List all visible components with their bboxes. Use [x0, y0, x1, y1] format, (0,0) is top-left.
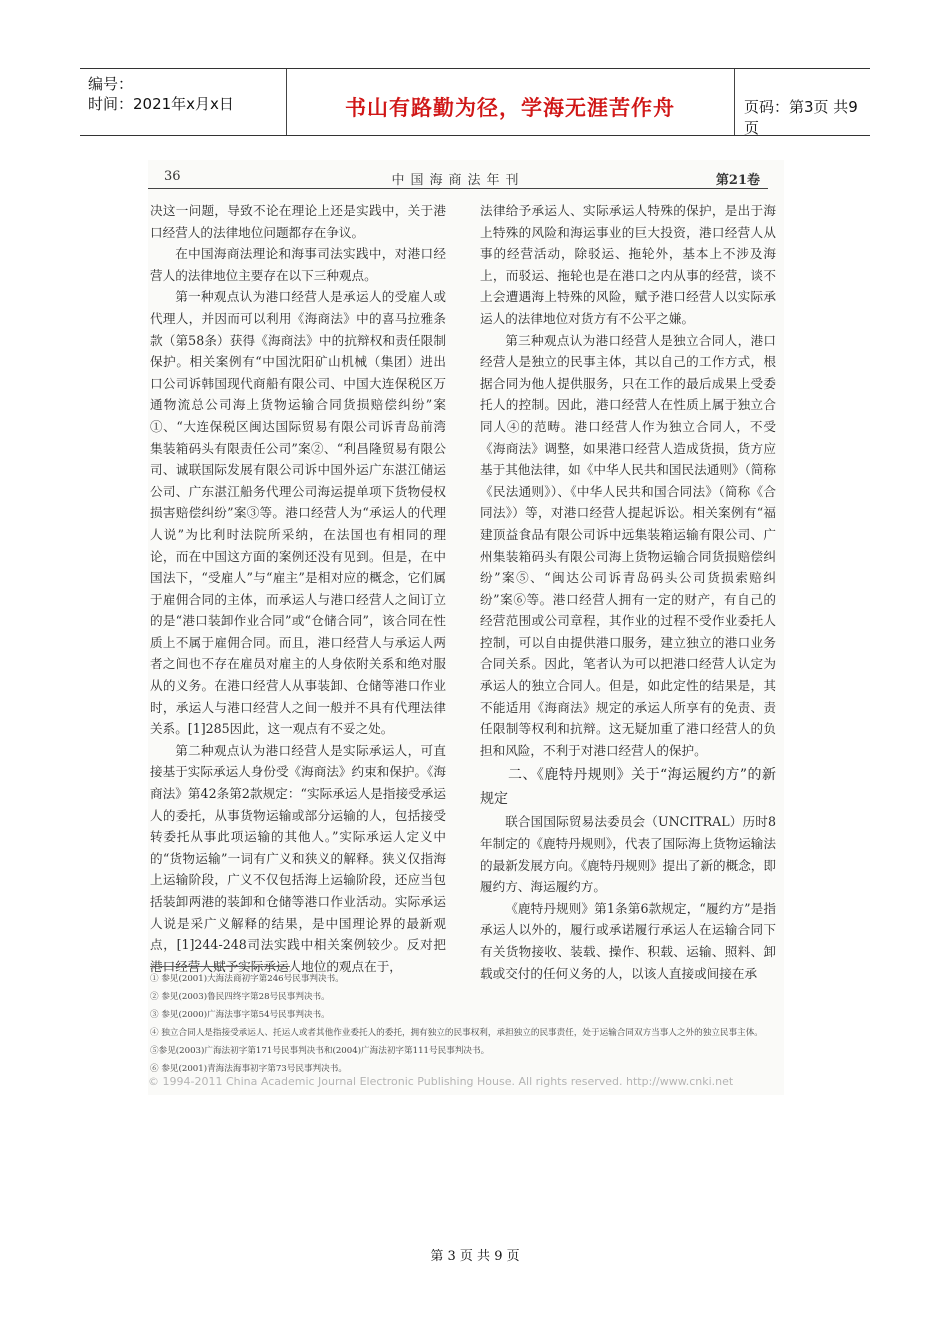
journal-volume: 第21卷 [715, 173, 760, 188]
paragraph: 《鹿特丹规则》第1条第6款规定，“履约方”是指承运人以外的，履行或承诺履行承运人在运输合同下有关货物接收、装载、操作、积载、运输、照料、卸载或交付的任何义务的人，以该人直接或间接在承 [480, 900, 776, 981]
number-label: 编号： [88, 75, 134, 93]
paragraph: 联合国国际贸易法委员会（UNCITRAL）历时8年制定的《鹿特丹规则》，代表了国际海上货物运输法的最新发展方向。《鹿特丹规则》提出了新的概念，即履约方、海运履约方。 [480, 814, 776, 895]
scanned-page [148, 160, 784, 1095]
journal-title: 中国海商法年刊 [391, 173, 525, 188]
right-column [480, 200, 776, 984]
header-motto-cell [286, 69, 735, 135]
footnote: ⑤参见(2003)广海法初字第171号民事判决书和(2004)广海法初字第111号民事判决书。 [150, 1046, 490, 1056]
footnote: ② 参见(2003)鲁民四终字第28号民事判决书。 [150, 992, 330, 1002]
paragraph: 决这一问题，导致不论在理论上还是实践中，关于港口经营人的法律地位问题都存在争议。 [150, 203, 446, 240]
document-header [80, 68, 870, 136]
header-page-cell [734, 69, 870, 135]
paragraph: 第一种观点认为港口经营人是承运人的受雇人或代理人，并因而可以利用《海商法》中的喜马拉雅条款（第58条）获得《海商法》中的抗辩权和责任限制保护。相关案例有“中国沈阳矿山机械（集团）进出口公司诉韩国现代商船有限公司、中国大连保税区万通物流总公司海上货物运输合同货损赔偿纠纷”案①、“大连保税区闽达国际贸易有限公司诉青岛前湾集装箱码头有限责任公司”案②、“利昌隆贸易有限公司、诚联国际发展有限公司诉中国外运广东湛江储运公司、广东湛江船务代理公司海运提单项下货物侵权损害赔偿纠纷”案③等。港口经营人为“承运人的代理人说”为比利时法院所采纳，在法国也有相同的理论，而在中国这方面的案例还没有见到。但是，在中国法下，“受雇人”与“雇主”是相对应的概念，它们属于雇佣合同的主体，而承运人与港口经营人之间订立的是“港口装卸作业合同”或“仓储合同”，该合同在性质上不属于雇佣合同。而且，港口经营人与承运人两者之间也不存在雇员对雇主的人身依附关系和绝对服从的义务。在港口经营人从事装卸、仓储等港口作业时，承运人与港口经营人之间一般并不具有代理法律关系。[1]285因此，这一观点有不妥之处。 [150, 289, 446, 737]
paragraph: 第三种观点认为港口经营人是独立合同人，港口经营人是独立的民事主体，其以自己的工作方式，根据合同为他人提供服务，只在工作的最后成果上受委托人的控制。因此，港口经营人在性质上属于独立合同人④的范畴。港口经营人作为独立合同人，不受《海商法》调整，如果港口经营人造成货损，货方应基于其他法律，如《中华人民共和国民法通则》（简称《民法通则》）、《中华人民共和国合同法》（简称《合同法》）等，对港口经营人提起诉讼。相关案例有“福建顶益食品有限公司诉中远集装箱运输有限公司、广州集装箱码头有限公司海上货物运输合同货损赔偿纠纷”案⑤、“闽达公司诉青岛码头公司货损索赔纠纷”案⑥等。港口经营人拥有一定的财产，有自己的经营范围或公司章程，其作业的过程不受作业委托人控制，可以自由提供港口服务，建立独立的港口业务合同关系。因此，笔者认为可以把港口经营人认定为承运人的独立合同人。但是，如此定性的结果是，其不能适用《海商法》规定的承运人所享有的免责、责任限制等权利和抗辩。这无疑加重了港口经营人的负担和风险，不利于对港口经营人的保护。 [480, 332, 776, 758]
footnote: ④ 独立合同人是指接受承运人、托运人或者其他作业委托人的委托，拥有独立的民事权利，承担独立的民事责任，处于运输合同双方当事人之外的独立民事主体。 [150, 1028, 763, 1038]
running-header [148, 166, 768, 189]
paragraph: 第二种观点认为港口经营人是实际承运人，可直接基于实际承运人身份受《海商法》约束和保护。《海商法》第42条第2款规定：“实际承运人是指接受承运人的委托，从事货物运输或部分运输的人，包括接受转委托从事此项运输的其他人。”实际承运人定义中的“货物运输”一词有广义和狭义的解释。狭义仅指海上运输阶段，广义不仅包括海上运输阶段，还应当包括装卸两港的装卸和仓储等港口作业活动。实际承运人说是采广义解释的结果，是中国理论界的最新观点，[1]244-248司法实践中相关案例较少。反对把港口经营人赋予实际承运人地位的观点在于， [150, 742, 446, 974]
journal-page-number: 36 [164, 169, 181, 184]
header-meta-cell [80, 69, 287, 135]
footnote: ① 参见(2001)大海法商初字第246号民事判决书。 [150, 974, 344, 984]
cnki-watermark: © 1994-2011 China Academic Journal Electronic Publishing House. All rights reserved. http://www.cnki.net [148, 1075, 734, 1088]
footnotes [150, 972, 780, 1080]
footnote: ③ 参见(2000)广海法事字第54号民事判决书。 [150, 1010, 330, 1020]
paragraph: 在中国海商法理论和海事司法实践中，对港口经营人的法律地位主要存在以下三种观点。 [150, 246, 446, 283]
paragraph: 法律给予承运人、实际承运人特殊的保护，是出于海上特殊的风险和海运事业的巨大投资，港口经营人从事的经营活动，除驳运、拖轮外，基本上不涉及海上，而驳运、拖轮也是在港口之内从事的经营，谈不上会遭遇海上特殊的风险，赋予港口经营人以实际承运人的法律地位对货方有不公平之嫌。 [480, 203, 776, 326]
left-column [150, 200, 446, 977]
date-label: 时间：2021年x月x日 [88, 95, 234, 113]
page-footer: 第 3 页 共 9 页 [430, 1249, 520, 1264]
footnote-divider [150, 966, 290, 967]
page-code: 页码：第3页 共9页 [744, 98, 858, 137]
section-heading: 二、《鹿特丹规则》关于“海运履约方”的新规定 [480, 767, 776, 808]
motto-text: 书山有路勤为径，学海无涯苦作舟 [345, 96, 675, 120]
footnote: ⑥ 参见(2001)青海法海事初字第73号民事判决书。 [150, 1064, 347, 1074]
